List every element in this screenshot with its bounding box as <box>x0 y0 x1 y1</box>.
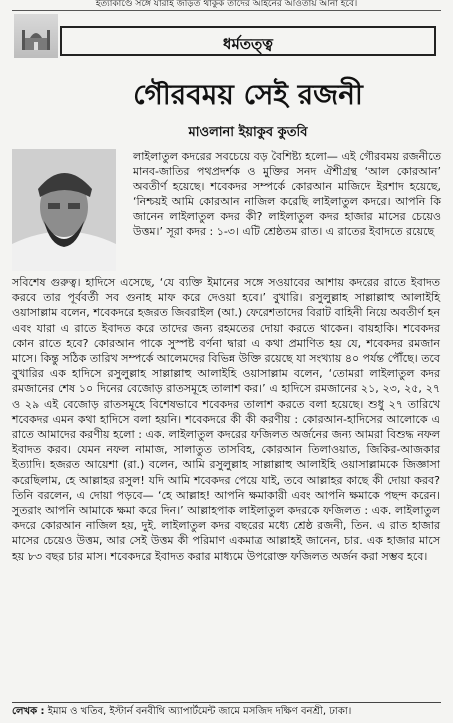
section-title: ধর্মতত্ত্ব <box>223 35 273 53</box>
top-divider <box>12 10 441 11</box>
mosque-icon <box>22 26 50 50</box>
article-body <box>12 275 440 564</box>
intro-text: লাইলাতুল কদরের সবচেয়ে বড় বৈশিষ্ট্য হলো— এই গৌরবময় রজনীতে মানব-জাতির পথপ্রদর্শক ও মুক্তির সনদ ঐশীগ্রন্থ ‘আল কোরআন’ অবতীর্ণ হয়েছে। শবেকদর সম্পর্কে কোরআন মাজিদে ইরশাদ হয়েছে, ‘নিশ্চয়ই আমি কোরআন নাজিল করেছি লাইলাতুল কদরে। আপনি কি জানেন লাইলাতুল কদর কী? লাইলাতুল কদর হাজার মাসের চেয়েও উত্তম।’ সূরা কদর : ১-৩। এটি শ্রেষ্ঠতম রাত। এ রাতের ইবাদতে রয়েছে <box>133 150 441 238</box>
author-note <box>12 705 440 718</box>
previous-article-snippet: ইত্যাকাণ্ডে সঙ্গে যারাই জড়িত থাকুক তাদের আইনের আওতায় আনা হবে। <box>95 0 358 9</box>
article-byline: মাওলানা ইয়াকুব কুতবি <box>188 125 308 140</box>
author-affiliation: ইমাম ও খতিব, ইস্টার্ন বনবীথি অ্যাপার্টমেন্ট জামে মসজিদ দক্ষিণ বনশ্রী, ঢাকা। <box>47 706 352 717</box>
author-divider <box>12 702 441 703</box>
author-portrait <box>12 149 116 271</box>
intro-paragraph <box>133 149 441 239</box>
body-text: সবিশেষ গুরুত্ব। হাদিসে এসেছে, ‘যে ব্যক্তি ইমানের সঙ্গে সওয়াবের আশায় কদরের রাতে ইবাদত করবে তার পূর্ববর্তী সব গুনাহ মাফ করে দেওয়া হবে।’ বুখারি। রসুলুল্লাহ সাল্লাল্লাহু আলাইহি ওয়াসাল্লাম বলেন, শবেকদরে হজরত জিবরাইল (আ.) ফেরেশতাদের বিরাট বাহিনী নিয়ে অবতীর্ণ হন এবং যারা এ রাতে ইবাদত করে তাদের জন্য রহমতের দোয়া করতে থাকেন। বায়হাকি। শবেকদর কোন রাতে হবে? কোরআন পাকে সুস্পষ্ট বর্ণনা দ্বারা এ কথা প্রমাণিত হয় যে, শবেকদর রমজান মাসে। কিন্তু সঠিক তারিখ সম্পর্কে আলেমদের বিভিন্ন উক্তি রয়েছে যা সংখ্যায় ৪০ পর্যন্ত পৌঁছে। তবে বুখারির এক হাদিসে রসুলুল্লাহ সাল্লাল্লাহু আলাইহি ওয়াসাল্লাম বলেন, ‘তোমরা লাইলাতুল কদর রমজানের শেষ ১০ দিনের বেজোড় রাতসমূহে তালাশ কর।’ এ হাদিসে রমজানের ২১, ২৩, ২৫, ২৭ ও ২৯ এই বেজোড় রাতসমূহে বিশেষভাবে শবেকদর তালাশ করতে বলা হয়েছে। শুধু ২৭ তারিখে শবেকদর এমন কথা হাদিসে বলা হয়নি। শবেকদরে কী কী করণীয় : কোরআন-হাদিসের আলোকে এ রাতে আমাদের করণীয় হলো : এক. লাইলাতুল কদরের ফজিলত অর্জনের জন্য আমরা বিশুদ্ধ নফল ইবাদত করব। যেমন নফল নামাজ, সালাতুত তাসবিহ, কোরআন তিলাওয়াত, জিকির-আজকার ইত্যাদি। হজরত আয়েশা (রা.) বলেন, আমি রসুলুল্লাহ সাল্লাল্লাহু আলাইহি ওয়াসাল্লামকে জিজ্ঞাসা করেছিলাম, হে আল্লাহর রসুল! যদি আমি শবেকদর পেয়ে যাই, তবে আল্লাহর কাছে কী দোয়া করব? তিনি বরলেন, এ দোয়া পড়বে— ‘হে আল্লাহ! আপনি ক্ষমাকারী এবং আপনি ক্ষমাকে পছন্দ করেন। সুতরাং আপনি আমাকে ক্ষমা করে দিন।’ আল্লাহপাক লাইলাতুল কদরকে ফজিলত : এক. লাইলাতুল কদরে কোরআন নাজিল হয়, দুই. লাইলাতুল কদর বছরের মধ্যে শ্রেষ্ঠ রজনী, তিন. এ রাত হাজার মাসের চেয়েও উত্তম, আর সেই উত্তম কী পরিমাণ একমাত্র আল্লাহই জানেন, চার. এক হাজার মাসে হয় ৮৩ বছর চার মাস। শবেকদরে ইবাদত করার মাধ্যমে উপরোক্ত ফজিলত অর্জন করা সম্ভব হবে। <box>12 276 440 563</box>
author-photo <box>12 149 116 271</box>
article-headline: গৌরবময় সেই রজনী <box>133 78 363 111</box>
section-logo <box>14 14 58 58</box>
author-label: লেখক : <box>12 706 45 717</box>
section-header <box>60 26 436 56</box>
